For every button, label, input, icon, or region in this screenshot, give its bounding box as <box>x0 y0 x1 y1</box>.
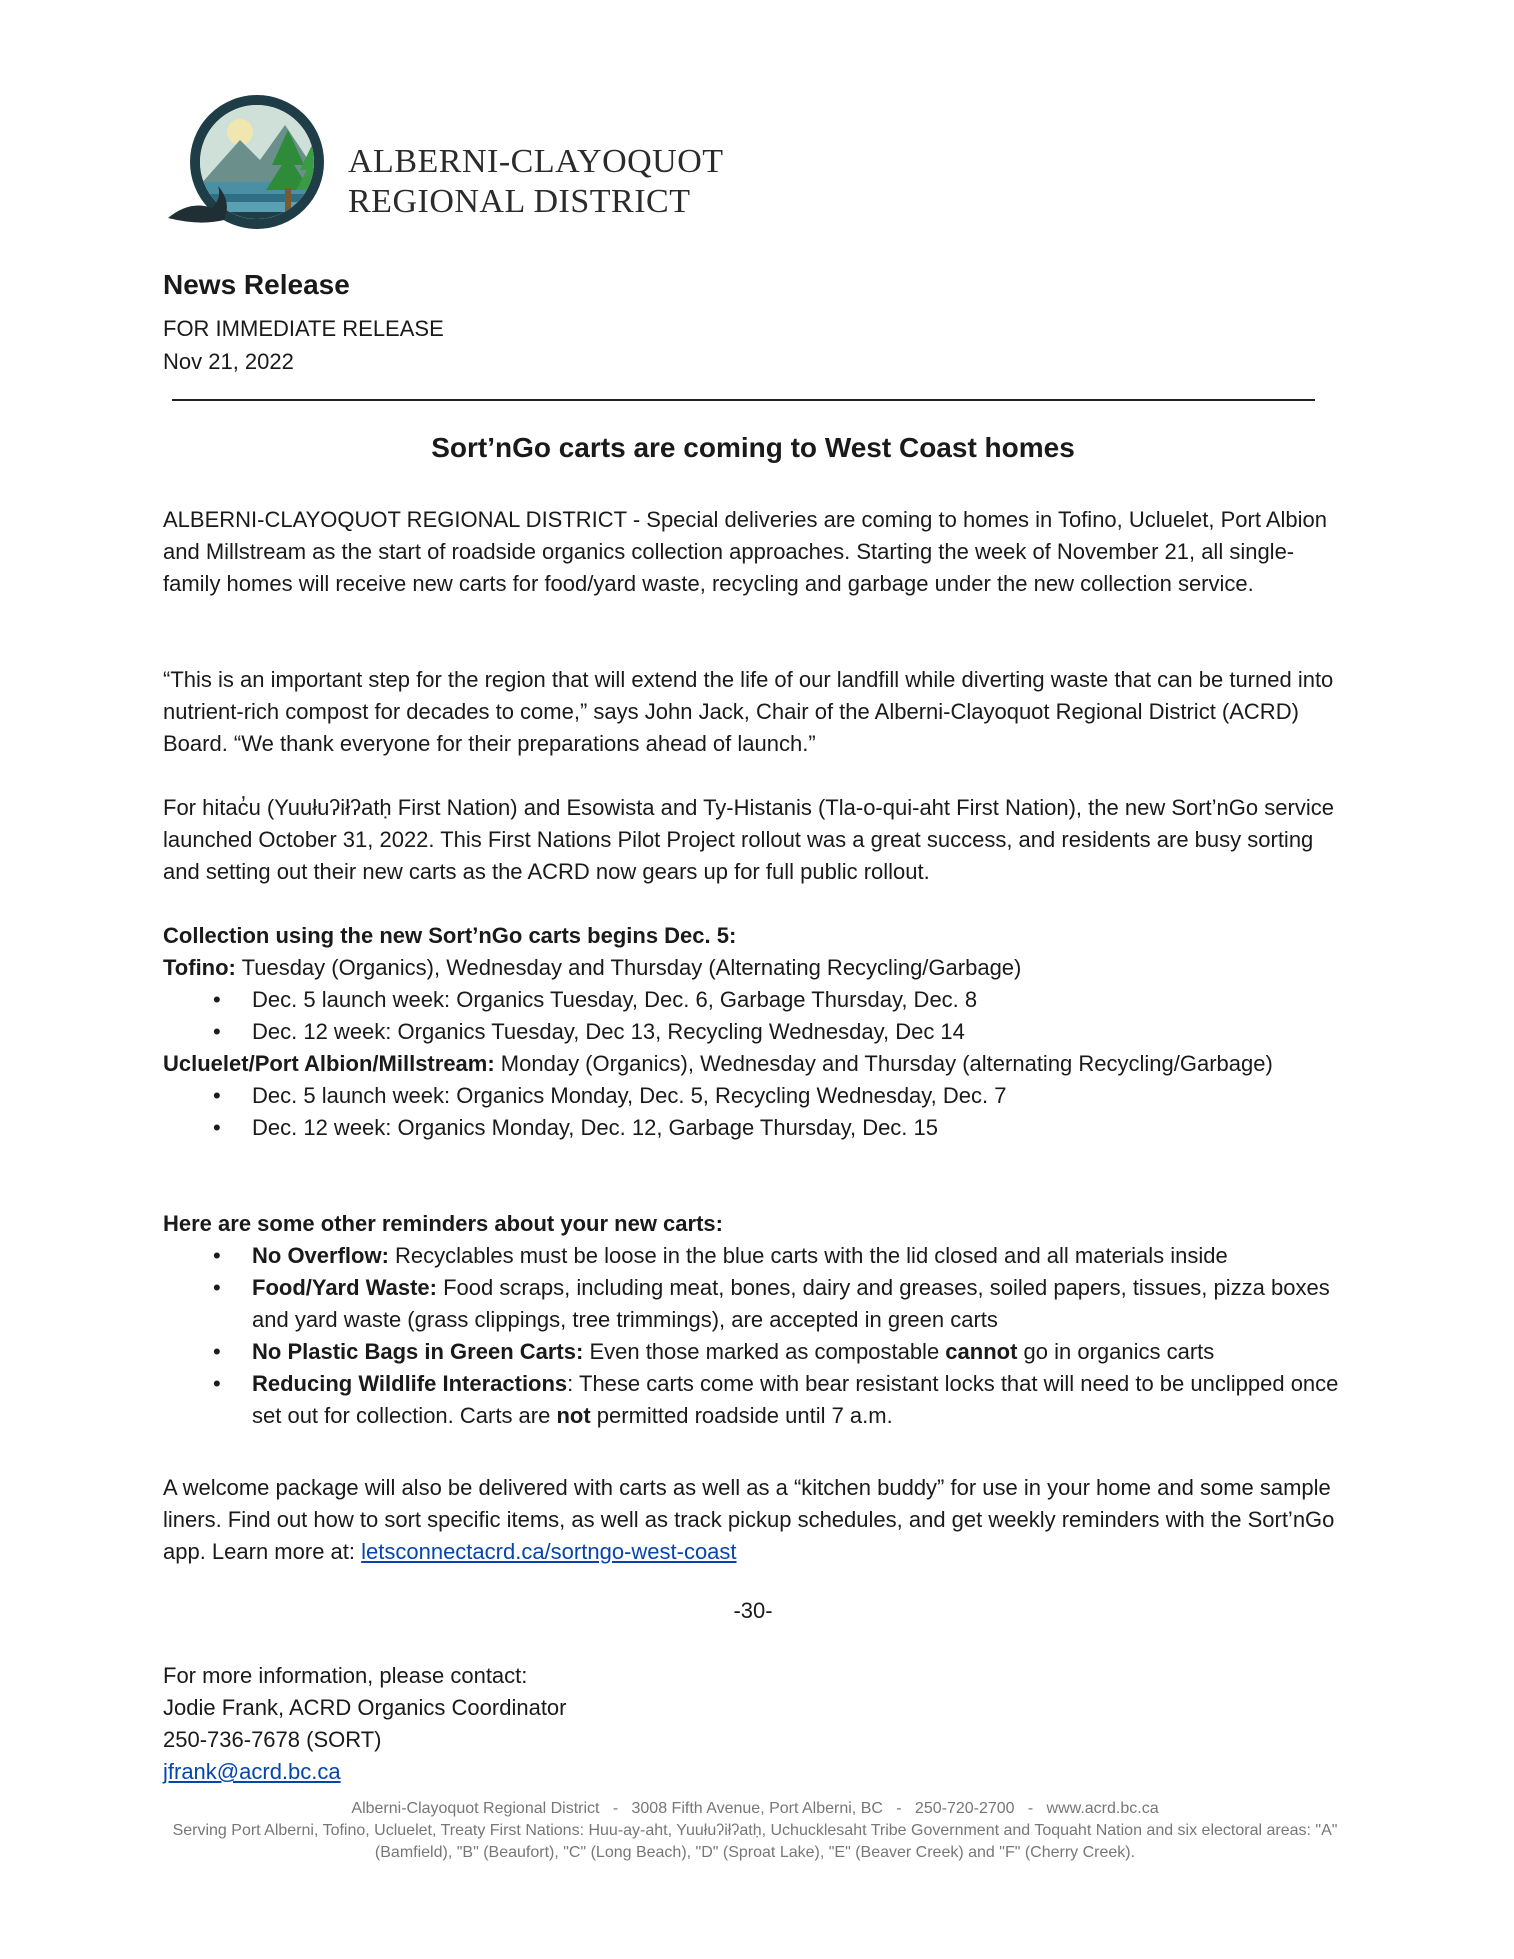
reminder-wildlife: • Reducing Wildlife Interactions: These carts come with bear resistant locks that will need to be unclipped once set out for collection. Carts are not permitted roadside until 7 a.m. <box>163 1368 1343 1432</box>
quote-paragraph <box>163 664 1343 760</box>
list-item: • Dec. 12 week: Organics Tuesday, Dec 13, Recycling Wednesday, Dec 14 <box>163 1016 1343 1048</box>
reminder-no-plastic: • No Plastic Bags in Green Carts: Even those marked as compostable cannot go in organics carts <box>163 1336 1343 1368</box>
logo-emblem-icon <box>160 90 350 235</box>
ucluelet-list <box>163 1080 1343 1144</box>
quote-text: “This is an important step for the region that will extend the life of our landfill while diverting waste that can be turned into nutrient-rich compost for decades to come,” says John Jack, Chair of the Alberni-Clayoquot Regional District (ACRD) Board. “We thank everyone for their preparations ahead of launch.” <box>163 667 1334 756</box>
list-item: • Dec. 5 launch week: Organics Tuesday, Dec. 6, Garbage Thursday, Dec. 8 <box>163 984 1343 1016</box>
collection-heading: Collection using the new Sort’nGo carts begins Dec. 5: <box>163 923 737 948</box>
header-divider <box>172 399 1315 401</box>
logo-line-1: ALBERNI-CLAYOQUOT <box>348 143 724 180</box>
reminders-section <box>163 1208 1343 1432</box>
contact-intro: For more information, please contact: <box>163 1663 528 1688</box>
release-date: Nov 21, 2022 <box>163 349 294 374</box>
welcome-text: A welcome package will also be delivered with carts as well as a “kitchen buddy” for use in your home and some sample liners. Find out how to sort specific items, as well as track pickup schedules, and get weekly reminders with the Sort’nGo app. Learn more at: <box>163 1475 1335 1564</box>
contact-phone: 250-736-7678 (SORT) <box>163 1727 382 1752</box>
reminders-list <box>163 1240 1343 1432</box>
reminder-no-overflow: • No Overflow: Recyclables must be loose in the blue carts with the lid closed and all materials inside <box>163 1240 1343 1272</box>
logo-line-2: REGIONAL DISTRICT <box>348 183 691 220</box>
footer-service-area: Serving Port Alberni, Tofino, Ucluelet, Treaty First Nations: Huu-ay-aht, Yuułuʔiłʔatḥ, Uchucklesaht Tribe Government and Toquaht Nation and six electoral areas: "A" (Bamfield), "B" (Beaufort), "C" (Long Beach), "D" (Sproat Lake), "E" (Beaver Creek) and "F" (Cherry Creek). <box>172 1822 1338 1861</box>
headline: Sort’nGo carts are coming to West Coast homes <box>431 432 1075 463</box>
news-release-title: News Release <box>163 269 350 300</box>
tofino-schedule: Tofino: Tuesday (Organics), Wednesday and Thursday (Alternating Recycling/Garbage) <box>163 955 1022 980</box>
acrd-logo <box>160 90 730 235</box>
welcome-paragraph <box>163 1472 1343 1568</box>
reminder-food-yard: • Food/Yard Waste: Food scraps, including meat, bones, dairy and greases, soiled papers, tissues, pizza boxes and yard waste (grass clippings, tree trimmings), are accepted in green carts <box>163 1272 1343 1336</box>
ucluelet-schedule: Ucluelet/Port Albion/Millstream: Monday (Organics), Wednesday and Thursday (alternating Recycling/Garbage) <box>163 1051 1273 1076</box>
pilot-text: For hitac̓u (Yuułuʔiłʔatḥ First Nation) and Esowista and Ty-Histanis (Tla-o-qui-aht First Nation), the new Sort’nGo service launched October 31, 2022. This First Nations Pilot Project rollout was a great success, and residents are busy sorting and setting out their new carts as the ACRD now gears up for full public rollout. <box>163 795 1334 884</box>
list-item: • Dec. 5 launch week: Organics Monday, Dec. 5, Recycling Wednesday, Dec. 7 <box>163 1080 1343 1112</box>
intro-paragraph <box>163 504 1343 600</box>
tofino-list <box>163 984 1343 1048</box>
release-type: FOR IMMEDIATE RELEASE <box>163 316 444 341</box>
end-mark: -30- <box>733 1598 773 1623</box>
reminders-heading: Here are some other reminders about your new carts: <box>163 1211 723 1236</box>
page-footer <box>140 1798 1370 1864</box>
sortngo-link[interactable]: letsconnectacrd.ca/sortngo-west-coast <box>361 1539 737 1564</box>
contact-email-link[interactable]: jfrank@acrd.bc.ca <box>163 1759 341 1784</box>
contact-block <box>163 1660 567 1788</box>
pilot-paragraph <box>163 792 1343 888</box>
footer-address: Alberni-Clayoquot Regional District - 3008 Fifth Avenue, Port Alberni, BC - 250-720-2700 - www.acrd.bc.ca <box>351 1800 1159 1817</box>
release-info <box>163 312 444 378</box>
collection-schedule <box>163 920 1343 1144</box>
list-item: • Dec. 12 week: Organics Monday, Dec. 12, Garbage Thursday, Dec. 15 <box>163 1112 1343 1144</box>
contact-name: Jodie Frank, ACRD Organics Coordinator <box>163 1695 567 1720</box>
intro-text: ALBERNI-CLAYOQUOT REGIONAL DISTRICT - Special deliveries are coming to homes in Tofino, Ucluelet, Port Albion and Millstream as the start of roadside organics collection approaches. Starting the week of November 21, all single-family homes will receive new carts for food/yard waste, recycling and garbage under the new collection service. <box>163 507 1328 596</box>
